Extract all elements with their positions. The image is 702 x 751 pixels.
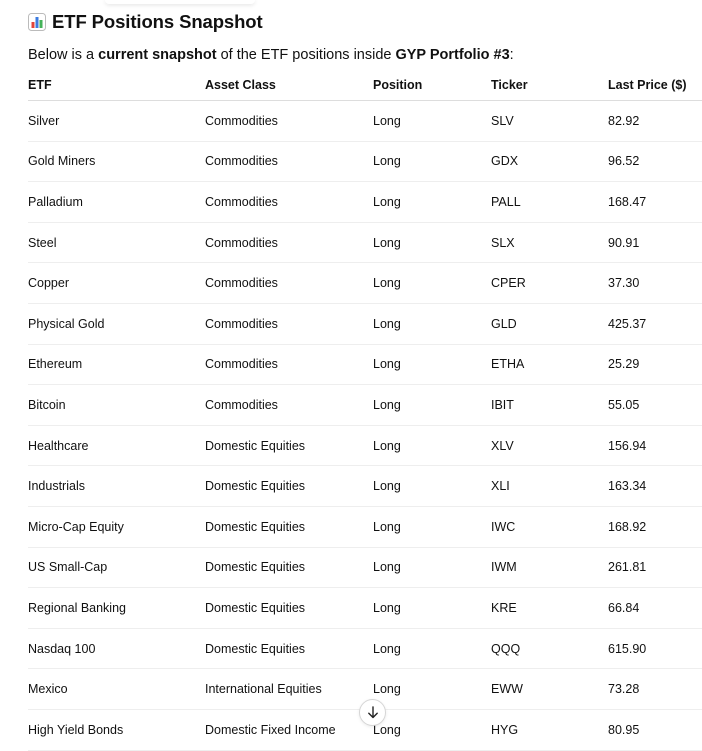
position-cell: Long xyxy=(373,101,491,142)
last-price-cell: 163.34 xyxy=(608,466,702,507)
table-row xyxy=(28,344,702,385)
position-cell: Long xyxy=(373,547,491,588)
etf-name-cell: US Small-Cap xyxy=(28,547,205,588)
last-price-cell: 37.30 xyxy=(608,263,702,304)
asset-class-cell: Domestic Equities xyxy=(205,547,373,588)
etf-name-cell: Regional Banking xyxy=(28,588,205,629)
ticker-cell: IWM xyxy=(491,547,608,588)
ticker-cell: EWW xyxy=(491,669,608,710)
position-cell: Long xyxy=(373,182,491,223)
col-last-price-header: Last Price ($) xyxy=(608,70,702,101)
position-cell: Long xyxy=(373,669,491,710)
table-row xyxy=(28,588,702,629)
asset-class-cell: Commodities xyxy=(205,141,373,182)
etf-name-cell: Gold Miners xyxy=(28,141,205,182)
intro-middle: of the ETF positions inside xyxy=(216,47,396,63)
position-cell: Long xyxy=(373,222,491,263)
etf-name-cell: Mexico xyxy=(28,669,205,710)
table-row xyxy=(28,547,702,588)
etf-name-cell: Industrials xyxy=(28,466,205,507)
etf-name-cell: Palladium xyxy=(28,182,205,223)
ticker-cell: ETHA xyxy=(491,344,608,385)
last-price-cell: 90.91 xyxy=(608,222,702,263)
asset-class-cell: Domestic Equities xyxy=(205,588,373,629)
etf-name-cell: Silver xyxy=(28,101,205,142)
col-etf-header: ETF xyxy=(28,70,205,101)
position-cell: Long xyxy=(373,628,491,669)
asset-class-cell: Domestic Equities xyxy=(205,628,373,669)
last-price-cell: 168.47 xyxy=(608,182,702,223)
col-asset-class-header: Asset Class xyxy=(205,70,373,101)
etf-name-cell: Ethereum xyxy=(28,344,205,385)
position-cell: Long xyxy=(373,425,491,466)
page-title-text: ETF Positions Snapshot xyxy=(52,11,263,32)
table-row xyxy=(28,141,702,182)
last-price-cell: 96.52 xyxy=(608,141,702,182)
position-cell: Long xyxy=(373,588,491,629)
position-cell: Long xyxy=(373,303,491,344)
position-cell: Long xyxy=(373,466,491,507)
ticker-cell: IBIT xyxy=(491,385,608,426)
position-cell: Long xyxy=(373,506,491,547)
table-row xyxy=(28,101,702,142)
asset-class-cell: Commodities xyxy=(205,101,373,142)
table-header-row xyxy=(28,70,702,101)
ticker-cell: SLX xyxy=(491,222,608,263)
position-cell: Long xyxy=(373,709,491,750)
etf-name-cell: Copper xyxy=(28,263,205,304)
table-body xyxy=(28,101,702,751)
bar-chart-icon xyxy=(28,13,46,31)
table-row xyxy=(28,425,702,466)
ticker-cell: CPER xyxy=(491,263,608,304)
last-price-cell: 425.37 xyxy=(608,303,702,344)
top-tooltip-shadow xyxy=(105,0,255,4)
position-cell: Long xyxy=(373,344,491,385)
asset-class-cell: Commodities xyxy=(205,263,373,304)
last-price-cell: 82.92 xyxy=(608,101,702,142)
asset-class-cell: Commodities xyxy=(205,222,373,263)
last-price-cell: 25.29 xyxy=(608,344,702,385)
last-price-cell: 73.28 xyxy=(608,669,702,710)
ticker-cell: XLI xyxy=(491,466,608,507)
asset-class-cell: Domestic Equities xyxy=(205,425,373,466)
etf-name-cell: Micro-Cap Equity xyxy=(28,506,205,547)
intro-emphasis-portfolio: GYP Portfolio #3 xyxy=(395,47,510,63)
etf-name-cell: Healthcare xyxy=(28,425,205,466)
ticker-cell: QQQ xyxy=(491,628,608,669)
intro-emphasis-snapshot: current snapshot xyxy=(98,47,217,63)
asset-class-cell: Commodities xyxy=(205,385,373,426)
etf-name-cell: Physical Gold xyxy=(28,303,205,344)
table-row xyxy=(28,303,702,344)
table-row xyxy=(28,263,702,304)
asset-class-cell: Domestic Equities xyxy=(205,506,373,547)
table-row xyxy=(28,182,702,223)
ticker-cell: SLV xyxy=(491,101,608,142)
last-price-cell: 168.92 xyxy=(608,506,702,547)
asset-class-cell: International Equities xyxy=(205,669,373,710)
arrow-down-icon xyxy=(367,706,379,719)
etf-name-cell: Bitcoin xyxy=(28,385,205,426)
position-cell: Long xyxy=(373,385,491,426)
position-cell: Long xyxy=(373,263,491,304)
table-row xyxy=(28,222,702,263)
ticker-cell: IWC xyxy=(491,506,608,547)
etf-name-cell: High Yield Bonds xyxy=(28,709,205,750)
table-row xyxy=(28,466,702,507)
ticker-cell: GDX xyxy=(491,141,608,182)
page-title xyxy=(28,11,263,33)
asset-class-cell: Commodities xyxy=(205,182,373,223)
last-price-cell: 615.90 xyxy=(608,628,702,669)
last-price-cell: 66.84 xyxy=(608,588,702,629)
table-row xyxy=(28,628,702,669)
ticker-cell: KRE xyxy=(491,588,608,629)
ticker-cell: HYG xyxy=(491,709,608,750)
asset-class-cell: Commodities xyxy=(205,344,373,385)
table-row xyxy=(28,385,702,426)
ticker-cell: XLV xyxy=(491,425,608,466)
col-ticker-header: Ticker xyxy=(491,70,608,101)
asset-class-cell: Domestic Equities xyxy=(205,466,373,507)
intro-text xyxy=(28,47,514,63)
asset-class-cell: Domestic Fixed Income xyxy=(205,709,373,750)
last-price-cell: 261.81 xyxy=(608,547,702,588)
last-price-cell: 156.94 xyxy=(608,425,702,466)
col-position-header: Position xyxy=(373,70,491,101)
ticker-cell: GLD xyxy=(491,303,608,344)
last-price-cell: 80.95 xyxy=(608,709,702,750)
last-price-cell: 55.05 xyxy=(608,385,702,426)
scroll-down-button[interactable] xyxy=(359,699,386,726)
etf-name-cell: Steel xyxy=(28,222,205,263)
table-row xyxy=(28,506,702,547)
position-cell: Long xyxy=(373,141,491,182)
etf-name-cell: Nasdaq 100 xyxy=(28,628,205,669)
asset-class-cell: Commodities xyxy=(205,303,373,344)
ticker-cell: PALL xyxy=(491,182,608,223)
etf-positions-table xyxy=(28,70,702,751)
intro-suffix: : xyxy=(509,47,514,63)
intro-prefix: Below is a xyxy=(28,47,99,63)
